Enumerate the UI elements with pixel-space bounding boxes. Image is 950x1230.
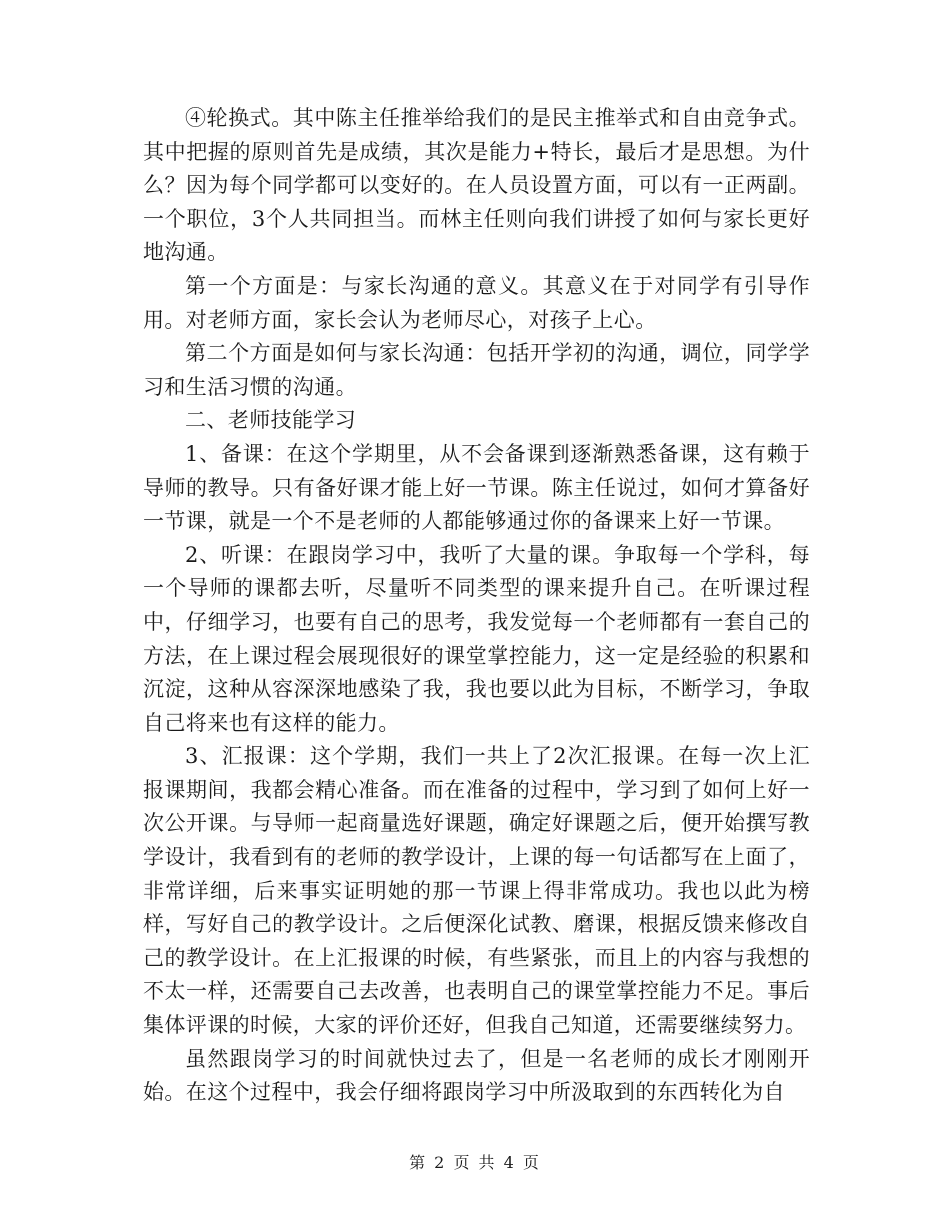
- paragraph-parent-communication-meaning: 第一个方面是：与家长沟通的意义。其意义在于对同学有引导作用。对老师方面，家长会认为老师尽心，对孩子上心。: [143, 273, 810, 332]
- paragraph-rotation-method: ④轮换式。其中陈主任推举给我们的是民主推举式和自由竞争式。其中把握的原则首先是成绩，其次是能力+特长，最后才是思想。为什么？因为每个同学都可以变好的。在人员设置方面，可以有一正两副。一个职位，3个人共同担当。而林主任则向我们讲授了如何与家长更好地沟通。: [143, 106, 810, 265]
- paragraph-lesson-observation: 2、听课：在跟岗学习中，我听了大量的课。争取每一个学科，每一个导师的课都去听，尽量听不同类型的课来提升自己。在听课过程中，仔细学习，也要有自己的思考，我发觉每一个老师都有一套自己的方法，在上课过程会展现很好的课堂掌控能力，这一定是经验的积累和沉淀，这种从容深深地感染了我，我也要以此为目标，不断学习，争取自己将来也有这样的能力。: [143, 542, 810, 735]
- paragraph-report-lesson: 3、汇报课：这个学期，我们一共上了2次汇报课。在每一次上汇报课期间，我都会精心准备。而在准备的过程中，学习到了如何上好一次公开课。与导师一起商量选好课题，确定好课题之后，便开始撰写教学设计，我看到有的老师的教学设计，上课的每一句话都写在上面了，非常详细，后来事实证明她的那一节课上得非常成功。我也以此为榜样，写好自己的教学设计。之后便深化试教、磨课，根据反馈来修改自己的教学设计。在上汇报课的时候，有些紧张，而且上的内容与我想的不太一样，还需要自己去改善，也表明自己的课堂掌控能力不足。事后集体评课的时候，大家的评价还好，但我自己知道，还需要继续努力。: [143, 744, 810, 1038]
- paragraph-parent-communication-how: 第二个方面是如何与家长沟通：包括开学初的沟通，调位，同学学习和生活习惯的沟通。: [143, 341, 810, 399]
- page-number-footer: 第 2 页 共 4 页: [409, 1153, 541, 1172]
- paragraph-conclusion: 虽然跟岗学习的时间就快过去了，但是一名老师的成长才刚刚开始。在这个过程中，我会仔细将跟岗学习中所汲取到的东西转化为自: [143, 1046, 810, 1105]
- section-heading-teacher-skills: 二、老师技能学习: [185, 408, 357, 433]
- document-body: [143, 102, 810, 1110]
- paragraph-lesson-preparation: 1、备课：在这个学期里，从不会备课到逐渐熟悉备课，这有赖于导师的教导。只有备好课才能上好一节课。陈主任说过，如何才算备好一节课，就是一个不是老师的人都能够通过你的备课来上好一节课。: [143, 441, 810, 534]
